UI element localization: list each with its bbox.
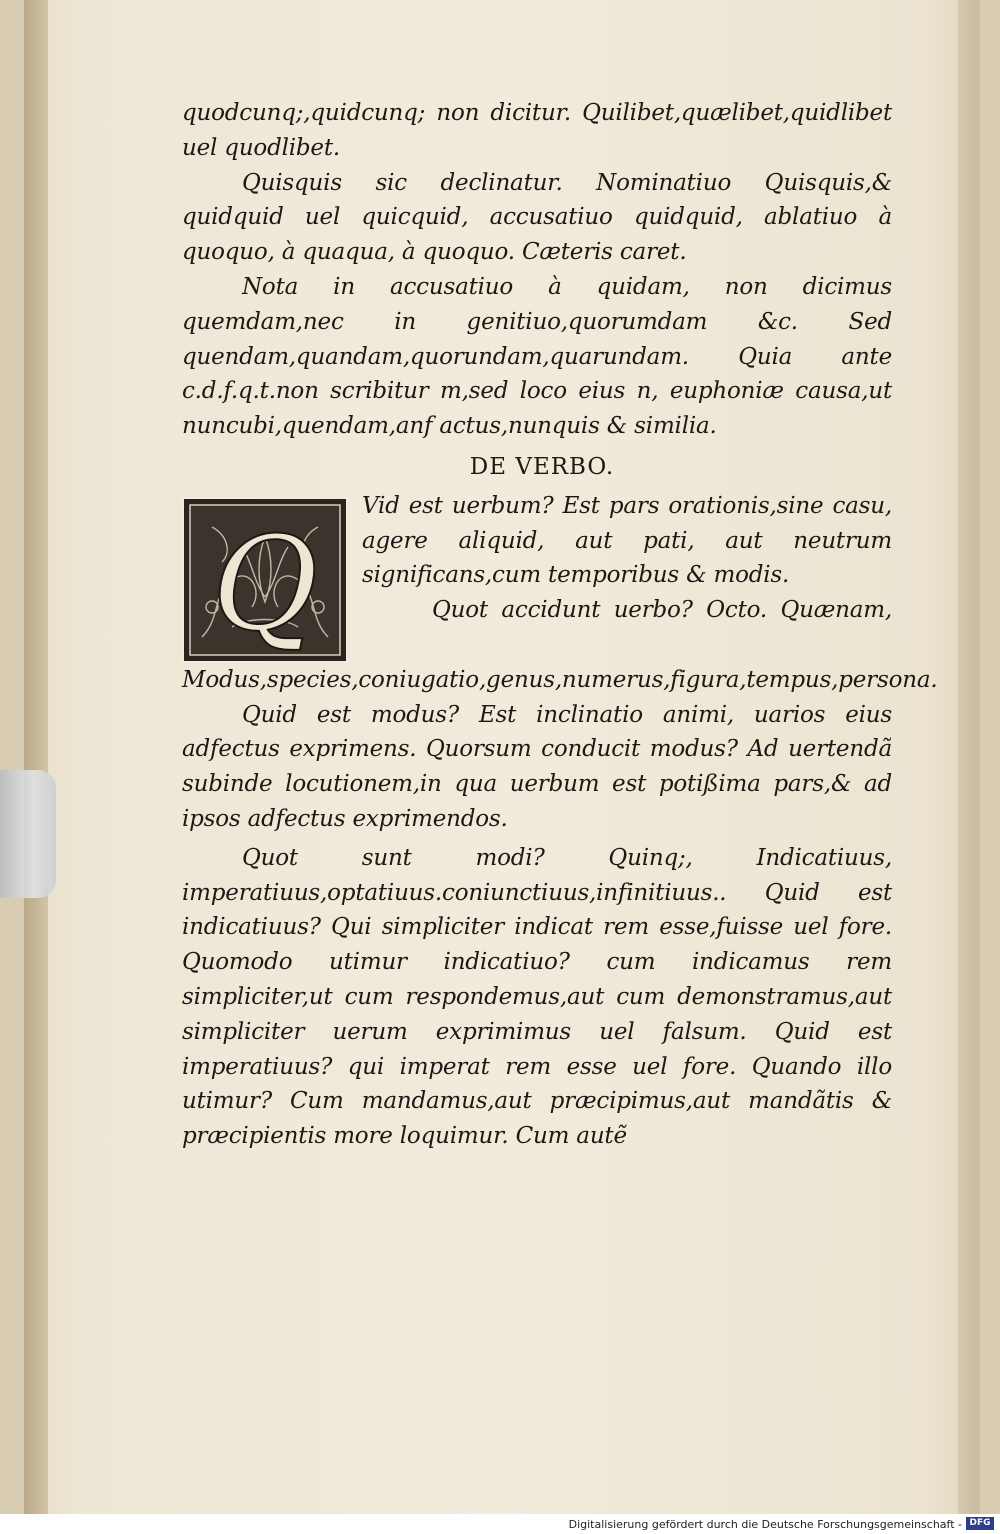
page-clip bbox=[0, 770, 56, 898]
woodcut-initial bbox=[182, 497, 348, 663]
paragraph-7: Quot sunt modi? Quinq;, Indicatiuus, imperatiuus,optatiuus.coniunctiuus,infinitiuus.. Quid est indicatiuus? Qui simpliciter indicat rem esse,fuisse uel fore. Quomodo utimur indicatiuo? cum indicamus rem simpliciter,ut cum respondemus,aut cum demonstramus,aut simpliciter uerum exprimimus uel falsum. Quid est imperatiuus? qui imperat rem esse uel fore. Quando illo utimur? Cum mandamus,aut præcipimus,aut mandãtis & præcipientis more loquimur. Cum autẽ bbox=[182, 844, 892, 1150]
dfg-logo-icon: DFG bbox=[966, 1517, 994, 1530]
page-gutter bbox=[24, 0, 48, 1514]
page-body bbox=[182, 96, 938, 1154]
book-page bbox=[24, 0, 980, 1514]
paragraph-3: Nota in accusatiuo à quidam, non dicimus quemdam,nec in genitiuo,quorumdam &c. Sed quendam,quandam,quorundam,quarundam. Quia ante c.d.f.q.t.non scribitur m,sed loco eius n, euphoniæ causa,ut nuncubi,quendam,anf actus,nunquis & similia. bbox=[182, 273, 892, 440]
paragraph-4: Vid est uerbum? Est pars orationis,sine casu, agere aliquid, aut pati, aut neutrum significans,cum temporibus & modis. bbox=[362, 492, 892, 589]
initial-letter: Q bbox=[211, 507, 319, 660]
footer-credit: Digitalisierung gefördert durch die Deutsche Forschungsgemeinschaft - bbox=[568, 1518, 962, 1531]
decorated-initial-q-icon bbox=[182, 497, 348, 663]
footer-bar bbox=[0, 1514, 1000, 1534]
section-heading: DE VERBO. bbox=[469, 453, 615, 480]
paragraph-5: Quot accidunt uerbo? Octo. Quænam, Modus,species,coniugatio,genus,numerus,figura,tempus,persona. bbox=[182, 597, 938, 693]
page-edge bbox=[958, 0, 980, 1514]
chapter-opening bbox=[182, 489, 938, 698]
paragraph-1: quodcunq;,quidcunq; non dicitur. Quilibet,quælibet,quidlibet uel quodlibet. bbox=[182, 100, 892, 161]
paragraph-6: Quid est modus? Est inclinatio animi, uarios eius adfectus exprimens. Quorsum conducit modus? Ad uertendã subinde locutionem,in qua uerbum est potißima pars,& ad ipsos adfectus exprimendos. bbox=[182, 701, 892, 832]
paragraph-2: Quisquis sic declinatur. Nominatiuo Quisquis,& quidquid uel quicquid, accusatiuo quidquid, ablatiuo à quoquo, à quaqua, à quoquo. Cæteris caret. bbox=[182, 169, 892, 266]
